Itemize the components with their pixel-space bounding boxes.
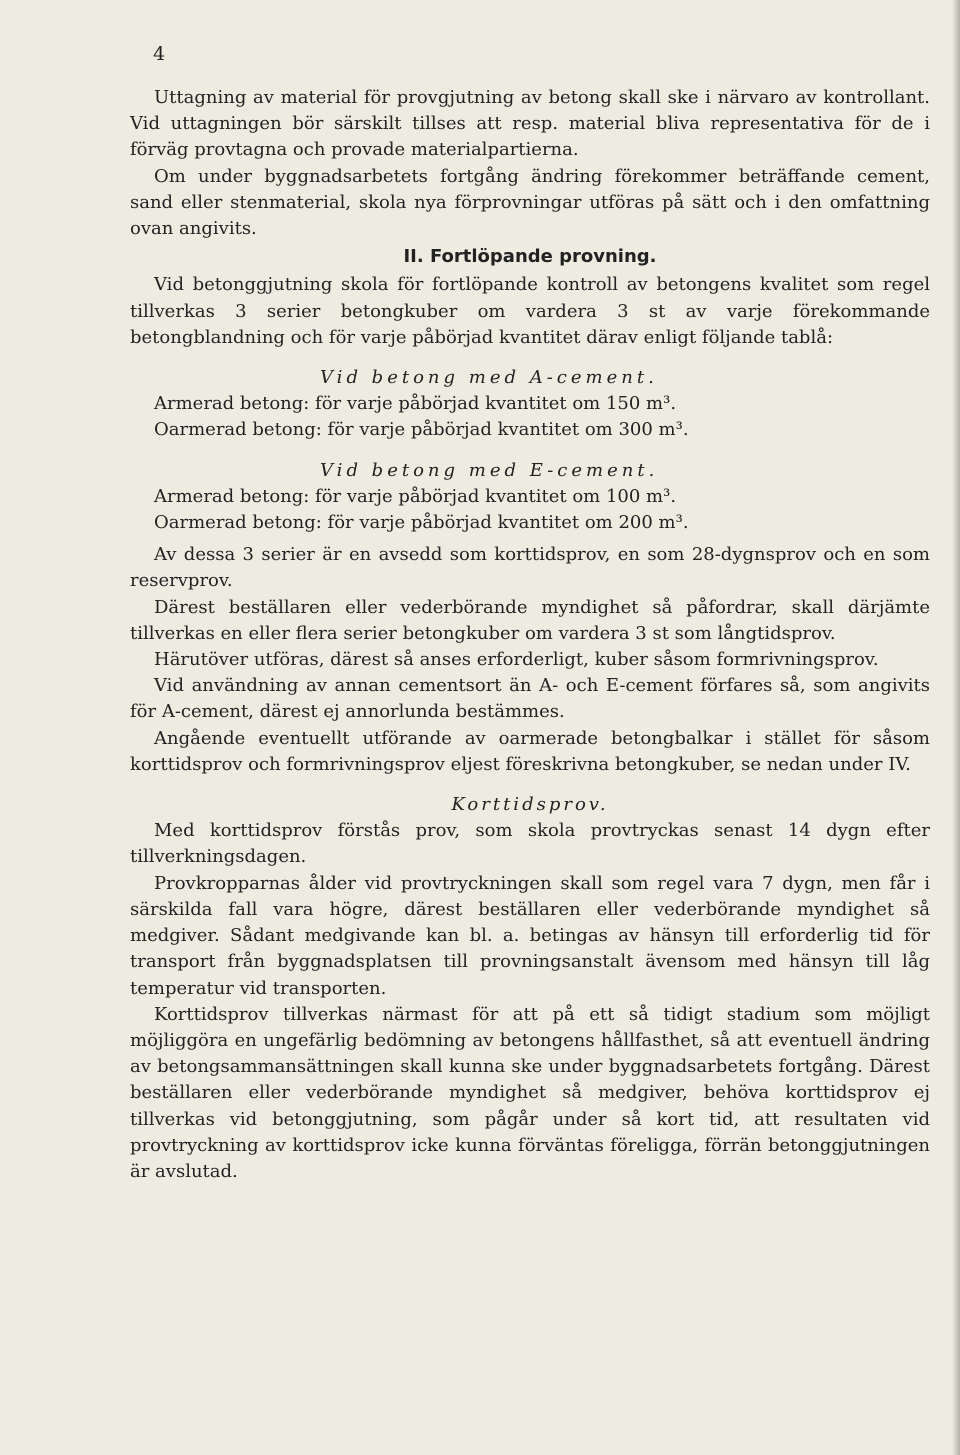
line-item: Oarmerad betong: för varje påbörjad kvantitet om 300 m³. [154, 419, 689, 441]
paragraph: Därest beställaren eller vederbörande myndighet så påfordrar, skall därjämte tillverkas en eller flera serier betongkuber om vardera 3 st som långtidsprov. [130, 596, 930, 644]
line-item: Oarmerad betong: för varje påbörjad kvantitet om 200 m³. [154, 512, 689, 534]
paragraph: Vid användning av annan cementsort än A- och E-cement förfares så, som angivits för A-cement, därest ej annorlunda bestämmes. [130, 675, 930, 723]
subheading-e-cement: Vid betong med E-cement. [320, 459, 659, 481]
page-edge-shadow [952, 0, 960, 1455]
paragraph: Vid betonggjutning skola för fortlöpande kontroll av betongens kvalitet som regel tillverkas 3 serier betongkuber om vardera 3 st av varje förekommande betongblandning och för varje påbörjad kvantitet därav enligt följande tablå: [130, 274, 930, 348]
subheading-korttidsprov: Korttidsprov. [451, 794, 609, 816]
line-item: Armerad betong: för varje påbörjad kvantitet om 100 m³. [154, 485, 677, 507]
paragraph: Uttagning av material för provgjutning av betong skall ske i närvaro av kontrollant. Vid uttagningen bör särskilt tillses att resp. material bliva representativa för de i förväg provtagna och provade materialpartierna. [130, 87, 930, 161]
paragraph: Om under byggnadsarbetets fortgång ändring förekommer beträffande cement, sand eller stenmaterial, skola nya förprovningar utföras på sätt och i den omfattning ovan angivits. [130, 165, 930, 240]
paragraph: Korttidsprov tillverkas närmast för att på ett så tidigt stadium som möjligt möjliggöra en ungefärlig bedömning av betongens hållfasthet, så att eventuell ändring av betongsammansättningen skall kunna ske under byggnadsarbetets fortgång. Därest beställaren eller vederbörande myndighet så medgiver, behöva korttidsprov ej tillverkas vid betonggjutning, som pågår under så kort tid, att resultaten vid provtryckning av korttidsprov icke kunna förväntas föreligga, förrän betonggjutningen är avslutad. [130, 1003, 930, 1182]
section-heading: II. Fortlöpande provning. [403, 246, 657, 268]
paragraph: Provkropparnas ålder vid provtryckningen skall som regel vara 7 dygn, men får i särskilda fall vara högre, därest beställaren eller vederbörande myndighet så medgiver. Sådant medgivande kan bl. a. betingas av hänsyn till erforderlig tid för transport från byggnadsplatsen till provningsanstalt ävensom med hänsyn till låg temperatur vid transporten. [130, 872, 930, 999]
body-text [130, 85, 930, 1185]
paragraph: Av dessa 3 serier är en avsedd som korttidsprov, en som 28-dygnsprov och en som reservprov. [130, 544, 930, 592]
line-item: Armerad betong: för varje påbörjad kvantitet om 150 m³. [154, 393, 677, 415]
paragraph: Härutöver utföras, därest så anses erforderligt, kuber såsom formrivningsprov. [154, 649, 879, 671]
page-number: 4 [153, 43, 166, 65]
paragraph: Angående eventuellt utförande av oarmerade betongbalkar i stället för såsom korttidsprov och formrivningsprov eljest föreskrivna betongkuber, se nedan under IV. [130, 727, 930, 775]
paragraph: Med korttidsprov förstås prov, som skola provtryckas senast 14 dygn efter tillverkningsdagen. [130, 820, 930, 868]
subheading-a-cement: Vid betong med A-cement. [320, 367, 658, 389]
